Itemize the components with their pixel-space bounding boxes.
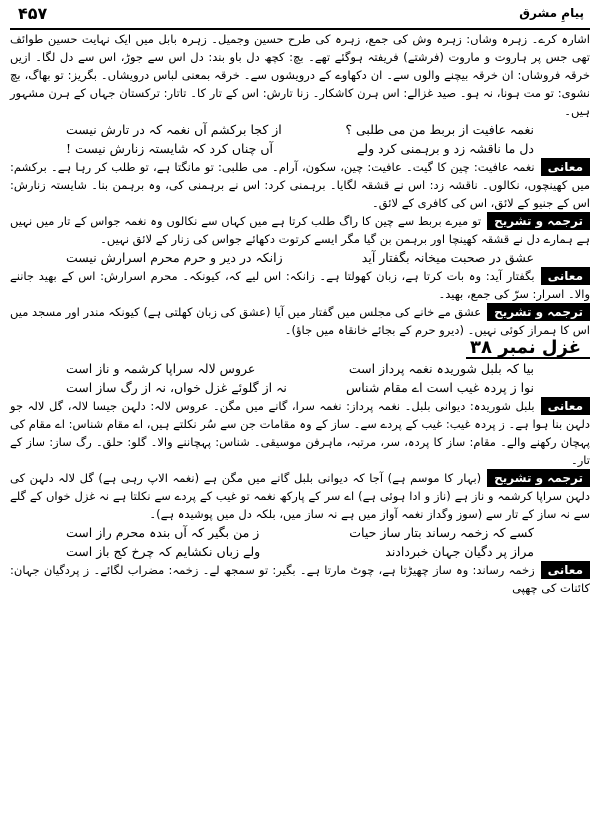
page [0, 4, 600, 835]
verse-second-line: آں چناں کرد کہ شایستہ زنارش نیست ! [66, 141, 273, 156]
translation-paragraph: ترجمہ و تشریحتو میرے بربط سے چین کا راگ طلب کرتا ہے میں کہاں سے نکالوں وہ نغمہ جواس کے تار میں نہیں ہے ہمارے دل نے قشقہ کھینچا اور برہمن بن گیا مگر ایسے کرتوت دکھائے جواس کی زنار کے لائق نہیں۔ [10, 214, 590, 246]
verse-couplet [10, 139, 590, 158]
verse-couplet [10, 248, 590, 267]
meanings-label: معانی [541, 561, 590, 579]
verse-second-line: ولے زباں نکشایم کہ چرخ کج باز است [66, 544, 261, 559]
meanings-paragraph: معانیزخمہ رساند: وہ ساز چھیڑتا ہے، چوٹ مارتا ہے۔ بگیر: تو سمجھ لے۔ زخمہ: مضراب لگائے۔ ز پردگیان جہان: کائنات کی چھپی [10, 563, 590, 595]
verse-first-line: مراز پر دگیان جہان خبردادند [385, 544, 534, 559]
translation-label: ترجمہ و تشریح [487, 469, 590, 487]
verse-second-line: نہ از گلوئے غزل خواں، نہ از رگ ساز است [66, 380, 287, 395]
translation-paragraph: ترجمہ و تشریح(بہار کا موسم ہے) آجا کہ دیوانی بلبل گانے میں مگن ہے (نغمہ الاپ رہی ہے) گل لالہ دلہن کی دلہن سراپا کرشمہ و ناز ہے (ناز و ادا ہوئی ہے) اے سر کے پارکھ نغمہ تو غیب کے پردے سے نکلتا ہے نہ غزل خواں کے گلے سے نہ ساز کے تار سے (سوز وگداز نغمہ آواز میں ہے نہ ساز میں، بلکہ دل میں پوشیدہ ہے)۔ [10, 471, 590, 521]
meanings-paragraph: معانیبگفتار آید: وہ بات کرتا ہے، زبان کھولتا ہے۔ زانکہ: اس لیے کہ، کیونکہ۔ محرم اسرارش: اس کے بھید جاننے والا۔ اسرار: سرّ کی جمع، بھید۔ [10, 269, 590, 301]
page-number: ۴۵۷ [18, 4, 48, 23]
verse-first-line: نغمہ عافیت از بربط من می طلبی ؟ [345, 122, 534, 137]
verse-first-line: دل ما ناقشہ زد و برہمنی کرد ولے [356, 141, 534, 156]
translation-label: ترجمہ و تشریح [487, 303, 590, 321]
verse-first-line: عشق در صحبت میخانہ بگفتار آید [361, 250, 534, 265]
verse-first-line: کسے کہ زخمہ رساند بتار ساز حیات [349, 525, 534, 540]
verse-couplet [10, 542, 590, 561]
ghazal-heading-row [10, 339, 590, 359]
verse-second-line: از کجا برکشم آں نغمہ کہ در تارش نیست [66, 122, 282, 137]
verse-first-line: نوا ز پردہ غیب است اے مقام شناس [345, 380, 534, 395]
verse-second-line: ز من بگیر کہ آں بندہ محرم راز است [66, 525, 260, 540]
meanings-paragraph: معانینغمہ عافیت: چین کا گیت۔ عافیت: چین، سکون، آرام۔ می طلبی: تو مانگتا ہے، تو طلب کر رہا ہے۔ برکشم: میں کھینچوں، نکالوں۔ ناقشہ زد: اس نے قشقہ لگایا۔ برہمنی کرد: اس نے برہمنی کی، وہ برہمن بنا۔ شایستہ زنارش: اس کے جنیو کے لائق، اس کی کافری کے لائق۔ [10, 160, 590, 210]
translation-label: ترجمہ و تشریح [487, 212, 590, 230]
verse-couplet [10, 359, 590, 378]
verse-second-line: زانکہ در دیر و حرم محرم اسرارش نیست [66, 250, 283, 265]
page-body [10, 30, 590, 597]
meanings-label: معانی [541, 158, 590, 176]
verse-second-line: عروس لالہ سراپا کرشمہ و ناز است [66, 361, 256, 376]
meanings-paragraph: معانیبلبل شوریدہ: دیوانی بلبل۔ نغمہ پرداز: نغمہ سرا، گانے میں مگن۔ عروس لالہ: دلہن جیسا لالہ، گل لالہ جو دلہن بنا ہوا ہے۔ ز پردہ غیب: غیب کے پردے سے۔ ساز کے وہ مقامات جن سے سُر نکلتے ہیں، اے مقام شناس: اے مقام کی پہچان رکھنے والے۔ مقام: ساز کا پردہ، سر، مرتبہ، ماہرفن موسیقی۔ شناس: پہچاننے والا۔ گلو: حلق۔ رگ ساز: ساز کے تار۔ [10, 399, 590, 467]
book-title: پیامِ مشرق [519, 6, 584, 20]
page-header [10, 4, 590, 30]
verse-couplet [10, 378, 590, 397]
meanings-label: معانی [541, 267, 590, 285]
verse-first-line: بیا کہ بلبل شوریدہ نغمہ پرداز است [348, 361, 534, 376]
meanings-label: معانی [541, 397, 590, 415]
verse-couplet [10, 523, 590, 542]
translation-paragraph: ترجمہ و تشریحعشق مے خانے کی مجلس میں گفتار میں آیا (عشق کی زبان کھلتی ہے) کیونکہ مندر اور مسجد میں اس کا ہمراز کوئی نہیں۔ (دیرو حرم کے بجائے خانقاہ میں جاؤ)۔ [10, 305, 590, 337]
gloss-paragraph: اشارہ کرے۔ زہرہ وشاں: زہرہ وش کی جمع، زہرہ کی طرح حسین وجمیل۔ زہرہ بابل میں ایک نہایت حسین طوائف تھی جس پر ہاروت و ماروت (فرشتے) فریفتہ ہوگئے تھے۔ بچ: کچھ دل باو بند: دل اس سے جوڑ، اس سے دل لگا۔ ازیں خرقہ فروشاں: ان خرقہ بیچنے والوں سے۔ ان دکھاوے کے درویشوں سے۔ خرقہ بمعنی لباس درویشاں۔ بگریز: تو بھاگ، بچ نشوی: تو مت ہونا، نہ ہو۔ صید غزالے: اس ہرن کاشکار۔ زنا تارش: اس کے تار کا۔ تاتار: ترکستان جہاں کے ہرن مشہور ہیں۔ [10, 32, 590, 118]
verse-couplet [10, 120, 590, 139]
ghazal-heading: غزل نمبر ۳۸ [466, 339, 590, 359]
